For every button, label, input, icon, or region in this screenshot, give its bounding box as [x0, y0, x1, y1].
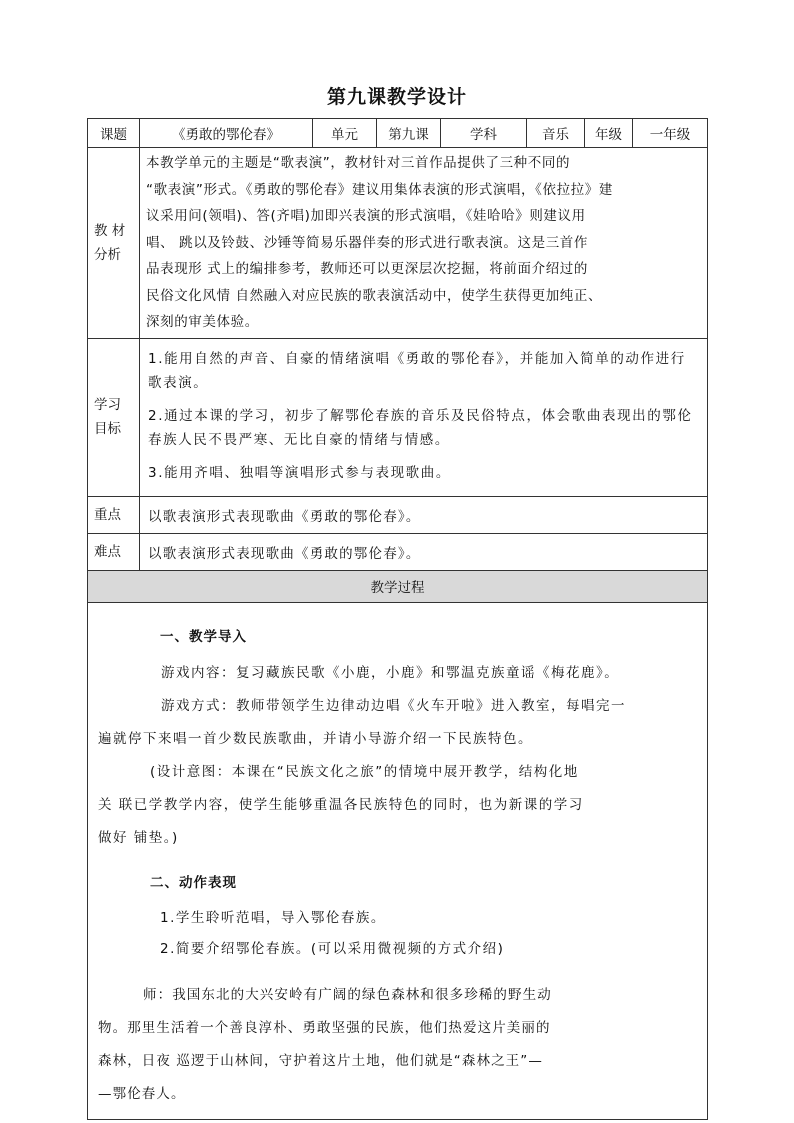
goal-item: 3.能用齐唱、独唱等演唱形式参与表现歌曲。 [148, 464, 451, 481]
process-content [88, 602, 708, 1119]
section-title: 一、教学导入 [160, 628, 247, 645]
goals-text [140, 338, 708, 496]
paragraph: (设计意图：本课在“民族文化之旅”的情境中展开教学，结构化地 [150, 763, 579, 780]
subject-value: 音乐 [527, 119, 585, 148]
process-header-row [88, 570, 708, 602]
key-point-row [88, 496, 708, 533]
unit-label: 单元 [313, 119, 377, 148]
course-label: 课题 [88, 119, 140, 148]
paragraph: 游戏方式：教师带领学生边律动边唱《火车开啦》进入教室，每唱完一 [161, 697, 626, 714]
difficulty-label: 难点 [88, 533, 140, 570]
list-item: 1.学生聆听范唱，导入鄂伦春族。 [160, 909, 386, 926]
goal-item: 1.能用自然的声音、自豪的情绪演唱《勇敢的鄂伦春》，并能加入简单的动作进行歌表演。 [148, 350, 686, 391]
goals-label: 学习 目标 [88, 338, 140, 496]
paragraph-cont: —鄂伦春人。 [98, 1085, 186, 1102]
analysis-label: 教 材 分析 [88, 148, 140, 339]
process-header: 教学过程 [88, 570, 708, 602]
grade-label: 年级 [585, 119, 633, 148]
paragraph: 游戏内容：复习藏族民歌《小鹿，小鹿》和鄂温克族童谣《梅花鹿》。 [161, 664, 620, 681]
page-title: 第九课教学设计 [326, 86, 467, 108]
goal-item: 2.通过本课的学习，初步了解鄂伦春族的音乐及民俗特点，体会歌曲表现出的鄂伦春族人民不畏严寒、无比自豪的情绪与情感。 [148, 407, 693, 448]
lesson-plan-table [87, 118, 708, 1120]
paragraph-cont: 遍就停下来唱一首少数民族歌曲，并请小导游介绍一下民族特色。 [98, 730, 533, 747]
paragraph-cont: 做好 铺垫。) [98, 829, 179, 846]
goals-row [88, 338, 708, 496]
key-point-text: 以歌表演形式表现歌曲《勇敢的鄂伦春》。 [140, 496, 708, 533]
header-row [88, 119, 708, 148]
paragraph-cont: 关 联已学教学内容，使学生能够重温各民族特色的同时，也为新课的学习 [98, 796, 584, 813]
course-value: 《勇敢的鄂伦春》 [140, 119, 313, 148]
section-title: 二、动作表现 [150, 874, 237, 891]
process-row [88, 602, 708, 1119]
grade-value: 一年级 [633, 119, 708, 148]
list-item: 2.简要介绍鄂伦春族。(可以采用微视频的方式介绍) [160, 940, 505, 957]
unit-value: 第九课 [377, 119, 441, 148]
analysis-text: 本教学单元的主题是“歌表演”，教材针对三首作品提供了三种不同的 “歌表演”形式。《勇敢的鄂伦春》建议用集体表演的形式演唱，《依拉拉》建 议采用问(领唱)、答(齐唱)加即兴表演的形式演唱，《娃哈哈》则建议用 唱、 跳以及铃鼓、沙锤等简易乐器伴奏的形式进行歌表演。这是三首作 品表现形 式上的编排参考，教师还可以更深层次挖掘，将前面介绍过的 民俗文化风情 自然融入对应民族的歌表演活动中，使学生获得更加纯正、 深刻的审美体验。 [140, 148, 708, 339]
paragraph-cont: 森林，日夜 巡逻于山林间，守护着这片土地，他们就是“森林之王”— [98, 1052, 543, 1069]
key-point-label: 重点 [88, 496, 140, 533]
paragraph: 师：我国东北的大兴安岭有广阔的绿色森林和很多珍稀的野生动 [143, 986, 552, 1003]
difficulty-row [88, 533, 708, 570]
subject-label: 学科 [441, 119, 527, 148]
difficulty-text: 以歌表演形式表现歌曲《勇敢的鄂伦春》。 [140, 533, 708, 570]
paragraph-cont: 物。那里生活着一个善良淳朴、勇敢坚强的民族，他们热爱这片美丽的 [98, 1019, 551, 1036]
analysis-row [88, 148, 708, 339]
